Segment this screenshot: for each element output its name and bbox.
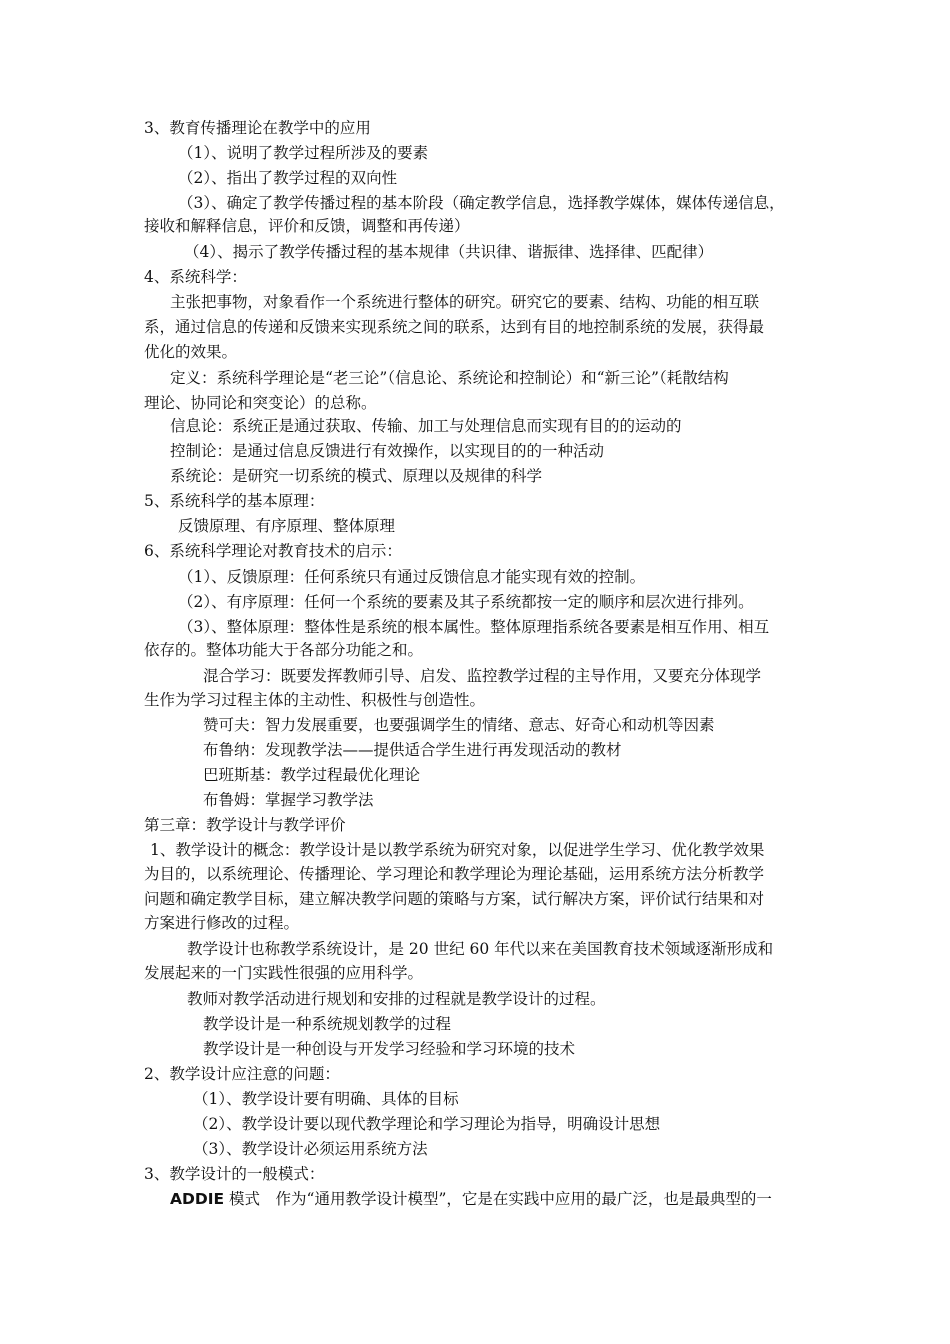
- text-line: 发展起来的一门实践性很强的应用科学。: [144, 964, 424, 982]
- text-line: 为目的，以系统理论、传播理论、学习理论和教学理论为理论基础，运用系统方法分析教学: [144, 865, 765, 883]
- text-line: 系，通过信息的传递和反馈来实现系统之间的联系，达到有目的地控制系统的发展，获得最: [144, 318, 765, 336]
- text-line: 依存的。整体功能大于各部分功能之和。: [144, 641, 424, 659]
- section-heading: 2、教学设计应注意的问题：: [144, 1065, 340, 1083]
- section-heading: 5、系统科学的基本原理：: [144, 492, 325, 510]
- text-line: （3）、确定了教学传播过程的基本阶段（确定教学信息，选择教学媒体，媒体传递信息，: [178, 194, 785, 212]
- text-line: 赞可夫：智力发展重要，也要强调学生的情绪、意志、好奇心和动机等因素: [203, 716, 715, 734]
- text-line: 教学设计是一种创设与开发学习经验和学习环境的技术: [203, 1040, 576, 1058]
- text-line: 主张把事物，对象看作一个系统进行整体的研究。研究它的要素、结构、功能的相互联: [170, 293, 760, 311]
- section-heading: 4、系统科学：: [144, 268, 247, 286]
- text-line: 系统论：是研究一切系统的模式、原理以及规律的科学: [170, 467, 543, 485]
- text-line: 理论、协同论和突变论）的总称。: [144, 394, 377, 412]
- text-line: 反馈原理、有序原理、整体原理: [178, 517, 396, 535]
- text-line: 优化的效果。: [144, 343, 238, 361]
- text-line: 教师对教学活动进行规划和安排的过程就是教学设计的过程。: [187, 990, 606, 1008]
- text-line: 问题和确定教学目标，建立解决教学问题的策略与方案，试行解决方案，评价试行结果和对: [144, 890, 765, 908]
- text-line: （2）、指出了教学过程的双向性: [178, 169, 398, 187]
- text-line: 布鲁纳：发现教学法——提供适合学生进行再发现活动的教材: [203, 741, 622, 759]
- text-line: 教学设计也称教学系统设计，是 20 世纪 60 年代以来在美国教育技术领域逐渐形成和: [187, 940, 774, 958]
- text-line: 混合学习：既要发挥教师引导、启发、监控教学过程的主导作用，又要充分体现学: [203, 667, 762, 685]
- text-line: 教学设计是一种系统规划教学的过程: [203, 1015, 452, 1033]
- text-line: 控制论：是通过信息反馈进行有效操作，以实现目的的一种活动: [170, 442, 605, 460]
- text-line: （1）、教学设计要有明确、具体的目标: [193, 1090, 459, 1108]
- section-heading: 6、系统科学理论对教育技术的启示：: [144, 542, 402, 560]
- text-line: 定义：系统科学理论是“老三论”（信息论、系统论和控制论）和“新三论”（耗散结构: [170, 369, 729, 387]
- text-line: 生作为学习过程主体的主动性、积极性与创造性。: [144, 691, 486, 709]
- text-line: （1）、反馈原理：任何系统只有通过反馈信息才能实现有效的控制。: [178, 568, 646, 586]
- text-line: [170, 1187, 835, 1211]
- text-line: 接收和解释信息，评价和反馈，调整和再传递）: [144, 217, 470, 235]
- text-line: 巴班斯基：教学过程最优化理论: [203, 766, 421, 784]
- text-line: （4）、揭示了教学传播过程的基本规律（共识律、谐振律、选择律、匹配律）: [184, 243, 714, 261]
- section-heading: 3、教学设计的一般模式：: [144, 1165, 325, 1183]
- text-line: 信息论：系统正是通过获取、传输、加工与处理信息而实现有目的的运动的: [170, 417, 682, 435]
- text-line: （3）、教学设计必须运用系统方法: [193, 1140, 428, 1158]
- text-line: 1、教学设计的概念：教学设计是以教学系统为研究对象，以促进学生学习、优化教学效果: [150, 841, 765, 859]
- text-line: 方案进行修改的过程。: [144, 914, 300, 932]
- text-line: （2）、有序原理：任何一个系统的要素及其子系统都按一定的顺序和层次进行排列。: [178, 593, 754, 611]
- text-line: （3）、整体原理：整体性是系统的根本属性。整体原理指系统各要素是相互作用、相互: [178, 618, 770, 636]
- text-line: （1）、说明了教学过程所涉及的要素: [178, 144, 429, 162]
- addie-term: ADDIE: [170, 1190, 225, 1208]
- addie-description: 模式 作为“通用教学设计模型”，它是在实践中应用的最广泛，也是最典型的一: [224, 1190, 772, 1208]
- text-line: 3、教育传播理论在教学中的应用: [144, 119, 371, 137]
- text-line: 布鲁姆：掌握学习教学法: [203, 791, 374, 809]
- chapter-heading: 第三章：教学设计与教学评价: [144, 816, 346, 834]
- text-line: （2）、教学设计要以现代教学理论和学习理论为指导，明确设计思想: [193, 1115, 661, 1133]
